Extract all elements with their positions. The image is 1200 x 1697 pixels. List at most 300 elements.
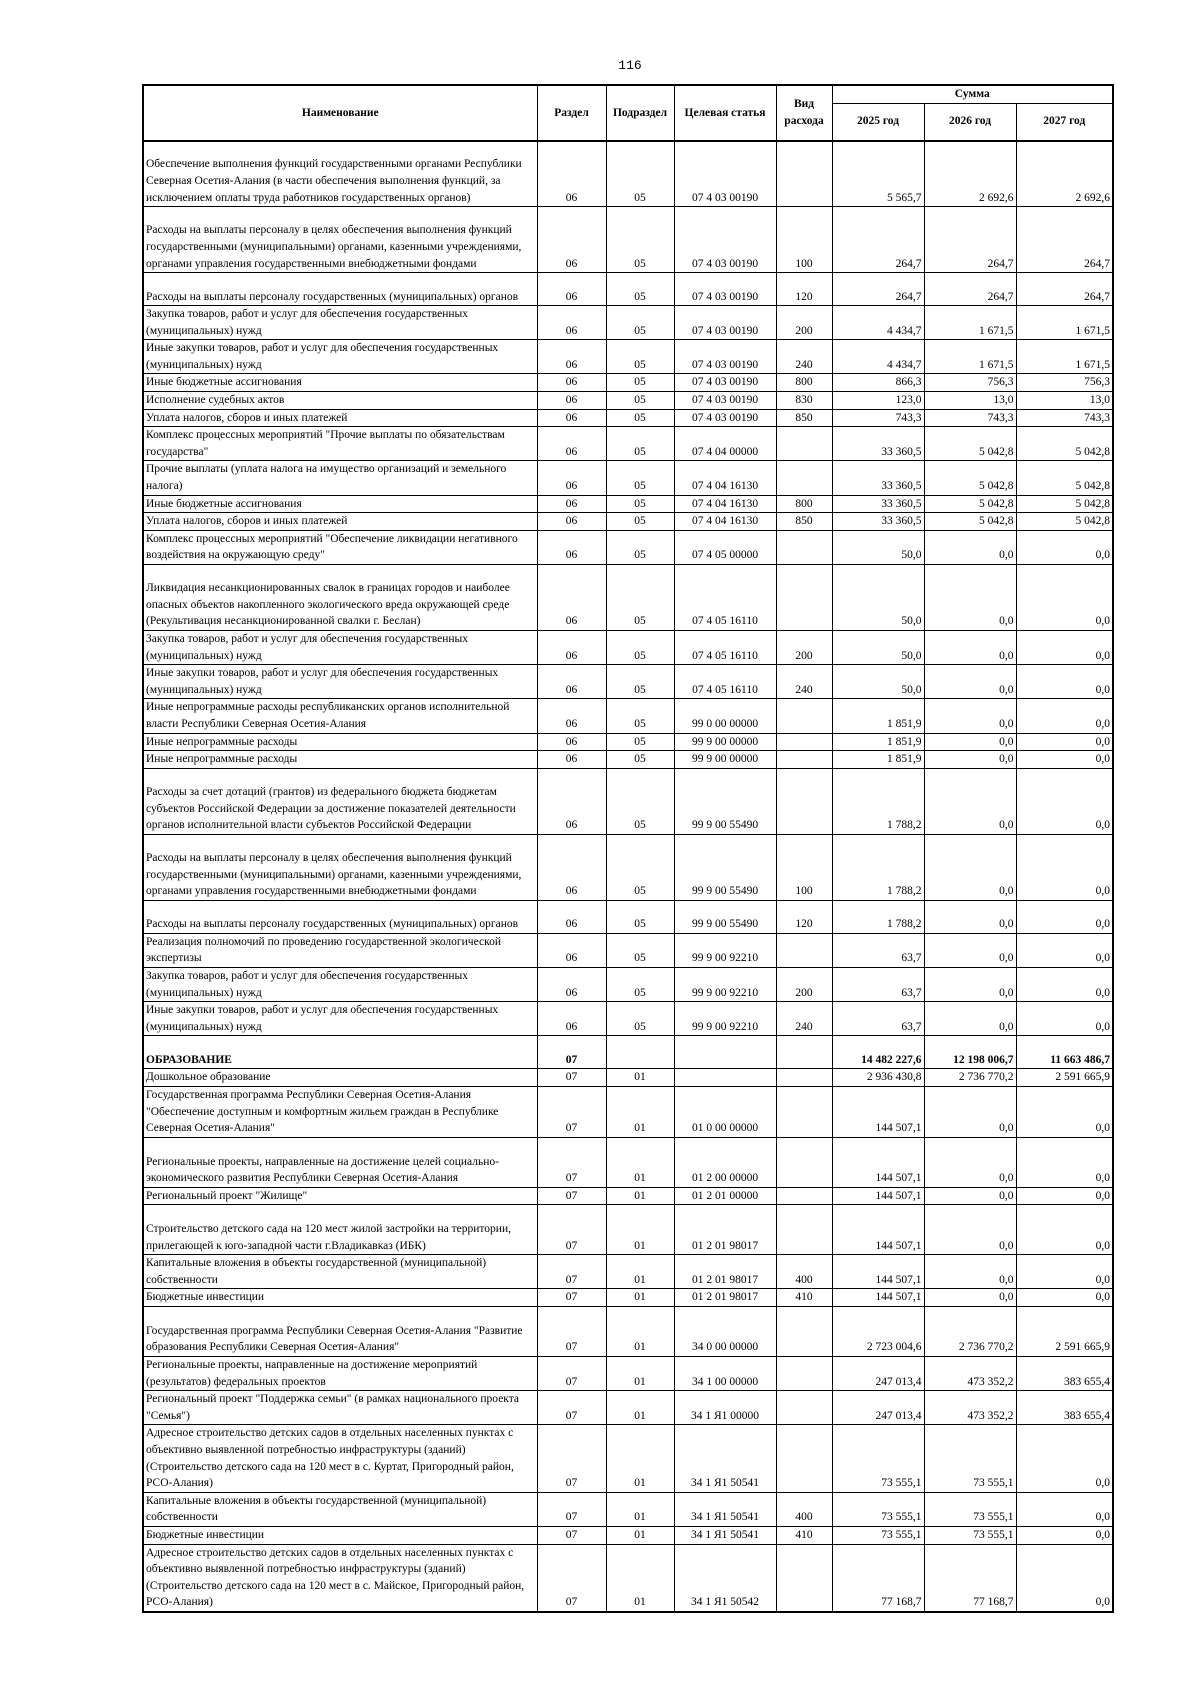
row-name: Капитальные вложения в объекты государственной (муниципальной) собственности — [143, 1492, 537, 1526]
row-target — [674, 1036, 776, 1069]
row-podrazdel: 05 — [606, 495, 674, 513]
col-header-name: Наименование — [143, 85, 537, 141]
row-name: Ликвидация несанкционированных свалок в границах городов и наиболее опасных объектов накопленного экологического вреда окружающей среде (Рекультивация несанкционированной свалки г. Беслан) — [143, 565, 537, 631]
table-row — [143, 1391, 1113, 1425]
row-2027: 0,0 — [1016, 565, 1113, 631]
row-2026: 13,0 — [924, 392, 1016, 410]
table-row — [143, 933, 1113, 967]
table-row — [143, 1187, 1113, 1205]
table-header — [143, 85, 1113, 141]
row-podrazdel: 05 — [606, 409, 674, 427]
row-2027: 264,7 — [1016, 273, 1113, 306]
table-row — [143, 665, 1113, 699]
row-target: 99 9 00 92210 — [674, 933, 776, 967]
row-vid — [776, 1036, 832, 1069]
row-name: Региональный проект "Поддержка семьи" (в рамках национального проекта "Семья") — [143, 1391, 537, 1425]
row-podrazdel: 05 — [606, 751, 674, 769]
row-target: 99 9 00 55490 — [674, 834, 776, 900]
row-2026: 264,7 — [924, 207, 1016, 273]
row-name: Бюджетные инвестиции — [143, 1289, 537, 1307]
table-row — [143, 513, 1113, 531]
row-vid: 200 — [776, 967, 832, 1001]
row-podrazdel: 05 — [606, 768, 674, 834]
row-2027: 0,0 — [1016, 1425, 1113, 1492]
row-podrazdel: 05 — [606, 427, 674, 461]
table-row — [143, 1307, 1113, 1357]
row-vid: 830 — [776, 392, 832, 410]
row-2026: 0,0 — [924, 1187, 1016, 1205]
row-target: 99 9 00 92210 — [674, 1002, 776, 1036]
row-2025: 50,0 — [832, 631, 924, 665]
row-target: 34 1 Я1 00000 — [674, 1391, 776, 1425]
row-2025: 4 434,7 — [832, 306, 924, 340]
table-row — [143, 207, 1113, 273]
row-target: 07 4 03 00190 — [674, 141, 776, 207]
row-vid: 100 — [776, 207, 832, 273]
row-vid: 400 — [776, 1255, 832, 1289]
row-2026: 0,0 — [924, 967, 1016, 1001]
row-name: Уплата налогов, сборов и иных платежей — [143, 513, 537, 531]
row-name: Расходы на выплаты персоналу государственных (муниципальных) органов — [143, 273, 537, 306]
row-target: 99 9 00 00000 — [674, 751, 776, 769]
row-2025: 73 555,1 — [832, 1492, 924, 1526]
row-2027: 2 692,6 — [1016, 141, 1113, 207]
row-target: 07 4 03 00190 — [674, 392, 776, 410]
row-2027: 0,0 — [1016, 733, 1113, 751]
row-2025: 144 507,1 — [832, 1187, 924, 1205]
row-vid — [776, 461, 832, 495]
row-razdel: 06 — [537, 751, 606, 769]
row-2025: 1 788,2 — [832, 834, 924, 900]
row-vid: 850 — [776, 409, 832, 427]
row-2027: 1 671,5 — [1016, 340, 1113, 374]
row-2027: 0,0 — [1016, 751, 1113, 769]
row-razdel: 06 — [537, 427, 606, 461]
row-razdel: 07 — [537, 1544, 606, 1612]
row-target: 07 4 03 00190 — [674, 306, 776, 340]
col-header-2025: 2025 год — [832, 103, 924, 141]
row-2026: 0,0 — [924, 834, 1016, 900]
row-2026: 5 042,8 — [924, 461, 1016, 495]
row-name: Расходы на выплаты персоналу в целях обеспечения выполнения функций государственными (муниципальными) органами, казенными учреждениями, органами управления государственными внебюджетными фондами — [143, 207, 537, 273]
row-2027: 0,0 — [1016, 1544, 1113, 1612]
col-header-vid: Вид расхода — [776, 85, 832, 141]
row-podrazdel: 05 — [606, 699, 674, 733]
table-row — [143, 1255, 1113, 1289]
row-2027: 0,0 — [1016, 1086, 1113, 1137]
table-row — [143, 141, 1113, 207]
row-podrazdel: 05 — [606, 733, 674, 751]
budget-table — [142, 84, 1114, 1613]
row-2025: 1 851,9 — [832, 751, 924, 769]
row-target: 07 4 04 16130 — [674, 495, 776, 513]
row-2027: 2 591 665,9 — [1016, 1307, 1113, 1357]
row-vid — [776, 141, 832, 207]
row-podrazdel: 05 — [606, 933, 674, 967]
row-podrazdel: 01 — [606, 1187, 674, 1205]
row-razdel: 07 — [537, 1527, 606, 1545]
table-row — [143, 495, 1113, 513]
row-vid: 850 — [776, 513, 832, 531]
row-podrazdel: 05 — [606, 461, 674, 495]
row-2027: 743,3 — [1016, 409, 1113, 427]
row-vid — [776, 1086, 832, 1137]
row-name: Расходы на выплаты персоналу государственных (муниципальных) органов — [143, 900, 537, 933]
row-2027: 0,0 — [1016, 1255, 1113, 1289]
row-podrazdel: 01 — [606, 1425, 674, 1492]
row-vid — [776, 1187, 832, 1205]
row-2026: 1 671,5 — [924, 306, 1016, 340]
row-name: Иные закупки товаров, работ и услуг для обеспечения государственных (муниципальных) нужд — [143, 340, 537, 374]
row-razdel: 07 — [537, 1391, 606, 1425]
row-target: 01 0 00 00000 — [674, 1086, 776, 1137]
row-2025: 144 507,1 — [832, 1205, 924, 1255]
row-2027: 264,7 — [1016, 207, 1113, 273]
row-name: Капитальные вложения в объекты государственной (муниципальной) собственности — [143, 1255, 537, 1289]
row-target: 07 4 04 16130 — [674, 461, 776, 495]
row-vid: 800 — [776, 374, 832, 392]
row-2027: 0,0 — [1016, 834, 1113, 900]
row-name: Государственная программа Республики Северная Осетия-Алания "Развитие образования Республики Северная Осетия-Алания" — [143, 1307, 537, 1357]
row-2026: 0,0 — [924, 933, 1016, 967]
row-target: 01 2 01 98017 — [674, 1255, 776, 1289]
row-name: Уплата налогов, сборов и иных платежей — [143, 409, 537, 427]
row-target: 07 4 05 00000 — [674, 530, 776, 564]
row-vid: 120 — [776, 900, 832, 933]
row-podrazdel: 05 — [606, 900, 674, 933]
row-2025: 4 434,7 — [832, 340, 924, 374]
row-razdel: 06 — [537, 565, 606, 631]
row-2026: 0,0 — [924, 1002, 1016, 1036]
row-podrazdel: 05 — [606, 273, 674, 306]
row-target: 07 4 03 00190 — [674, 374, 776, 392]
row-vid — [776, 768, 832, 834]
row-name: Иные бюджетные ассигнования — [143, 374, 537, 392]
row-2027: 0,0 — [1016, 1205, 1113, 1255]
row-2025: 73 555,1 — [832, 1527, 924, 1545]
row-2026: 0,0 — [924, 699, 1016, 733]
row-2026: 5 042,8 — [924, 513, 1016, 531]
row-vid: 100 — [776, 834, 832, 900]
row-razdel: 07 — [537, 1187, 606, 1205]
row-2026: 743,3 — [924, 409, 1016, 427]
row-razdel: 07 — [537, 1357, 606, 1391]
row-vid — [776, 1357, 832, 1391]
row-podrazdel: 05 — [606, 340, 674, 374]
row-2025: 123,0 — [832, 392, 924, 410]
row-2025: 247 013,4 — [832, 1357, 924, 1391]
row-razdel: 06 — [537, 513, 606, 531]
row-2027: 0,0 — [1016, 1527, 1113, 1545]
row-razdel: 07 — [537, 1036, 606, 1069]
row-target: 07 4 05 16110 — [674, 631, 776, 665]
row-2026: 73 555,1 — [924, 1527, 1016, 1545]
row-target: 07 4 03 00190 — [674, 207, 776, 273]
row-name: Расходы на выплаты персоналу в целях обеспечения выполнения функций государственными (муниципальными) органами, казенными учреждениями, органами управления государственными внебюджетными фондами — [143, 834, 537, 900]
row-razdel: 06 — [537, 340, 606, 374]
row-razdel: 06 — [537, 530, 606, 564]
row-2025: 33 360,5 — [832, 513, 924, 531]
row-2027: 13,0 — [1016, 392, 1113, 410]
row-podrazdel: 05 — [606, 374, 674, 392]
row-target: 99 9 00 55490 — [674, 768, 776, 834]
row-podrazdel: 01 — [606, 1086, 674, 1137]
row-podrazdel: 01 — [606, 1492, 674, 1526]
row-2025: 743,3 — [832, 409, 924, 427]
row-podrazdel — [606, 1036, 674, 1069]
table-row — [143, 768, 1113, 834]
row-vid — [776, 733, 832, 751]
row-target: 07 4 03 00190 — [674, 409, 776, 427]
row-2025: 33 360,5 — [832, 495, 924, 513]
row-target: 01 2 01 98017 — [674, 1205, 776, 1255]
row-2027: 5 042,8 — [1016, 427, 1113, 461]
col-header-target: Целевая статья — [674, 85, 776, 141]
row-podrazdel: 01 — [606, 1391, 674, 1425]
table-row — [143, 631, 1113, 665]
table-row — [143, 340, 1113, 374]
row-razdel: 06 — [537, 273, 606, 306]
row-2027: 0,0 — [1016, 967, 1113, 1001]
row-2027: 0,0 — [1016, 530, 1113, 564]
row-2027: 1 671,5 — [1016, 306, 1113, 340]
row-razdel: 07 — [537, 1425, 606, 1492]
row-name: Иные закупки товаров, работ и услуг для обеспечения государственных (муниципальных) нужд — [143, 665, 537, 699]
row-vid: 200 — [776, 631, 832, 665]
row-2025: 1 788,2 — [832, 900, 924, 933]
row-vid: 410 — [776, 1289, 832, 1307]
row-2027: 0,0 — [1016, 1187, 1113, 1205]
row-2026: 473 352,2 — [924, 1357, 1016, 1391]
row-2025: 1 851,9 — [832, 733, 924, 751]
row-name: Дошкольное образование — [143, 1069, 537, 1087]
row-podrazdel: 01 — [606, 1205, 674, 1255]
row-2025: 1 851,9 — [832, 699, 924, 733]
row-2026: 0,0 — [924, 733, 1016, 751]
row-name: Региональный проект "Жилище" — [143, 1187, 537, 1205]
row-razdel: 06 — [537, 461, 606, 495]
table-row — [143, 1492, 1113, 1526]
table-row — [143, 427, 1113, 461]
row-vid — [776, 1137, 832, 1187]
row-razdel: 06 — [537, 834, 606, 900]
row-podrazdel: 01 — [606, 1527, 674, 1545]
row-2027: 0,0 — [1016, 1289, 1113, 1307]
table-row — [143, 530, 1113, 564]
row-2025: 33 360,5 — [832, 427, 924, 461]
table-row — [143, 967, 1113, 1001]
row-razdel: 06 — [537, 733, 606, 751]
row-2027: 0,0 — [1016, 900, 1113, 933]
row-2025: 264,7 — [832, 273, 924, 306]
row-2026: 0,0 — [924, 530, 1016, 564]
row-podrazdel: 05 — [606, 565, 674, 631]
row-name: Иные закупки товаров, работ и услуг для обеспечения государственных (муниципальных) нужд — [143, 1002, 537, 1036]
row-2025: 50,0 — [832, 530, 924, 564]
row-name: Исполнение судебных актов — [143, 392, 537, 410]
row-2027: 5 042,8 — [1016, 495, 1113, 513]
row-target: 34 1 Я1 50541 — [674, 1425, 776, 1492]
row-2025: 144 507,1 — [832, 1289, 924, 1307]
row-name: Иные непрограммные расходы — [143, 751, 537, 769]
row-razdel: 06 — [537, 768, 606, 834]
row-2025: 63,7 — [832, 967, 924, 1001]
row-target: 01 2 00 00000 — [674, 1137, 776, 1187]
row-razdel: 06 — [537, 933, 606, 967]
row-podrazdel: 05 — [606, 306, 674, 340]
row-name: Расходы за счет дотаций (грантов) из федерального бюджета бюджетам субъектов Российской Федерации за достижение показателей деятельности органов исполнительной власти субъектов Российской Федерации — [143, 768, 537, 834]
row-vid: 240 — [776, 1002, 832, 1036]
row-podrazdel: 01 — [606, 1069, 674, 1087]
col-header-2026: 2026 год — [924, 103, 1016, 141]
row-2026: 5 042,8 — [924, 495, 1016, 513]
row-razdel: 06 — [537, 141, 606, 207]
row-2027: 756,3 — [1016, 374, 1113, 392]
row-2025: 144 507,1 — [832, 1137, 924, 1187]
row-razdel: 07 — [537, 1307, 606, 1357]
table-row — [143, 374, 1113, 392]
row-target: 01 2 01 98017 — [674, 1289, 776, 1307]
row-razdel: 06 — [537, 374, 606, 392]
row-2025: 77 168,7 — [832, 1544, 924, 1612]
row-name: ОБРАЗОВАНИЕ — [143, 1036, 537, 1069]
row-target: 99 9 00 00000 — [674, 733, 776, 751]
table-row — [143, 1357, 1113, 1391]
row-podrazdel: 05 — [606, 392, 674, 410]
row-razdel: 06 — [537, 1002, 606, 1036]
row-razdel: 06 — [537, 207, 606, 273]
row-2027: 0,0 — [1016, 768, 1113, 834]
row-2026: 473 352,2 — [924, 1391, 1016, 1425]
table-row — [143, 900, 1113, 933]
row-2025: 63,7 — [832, 1002, 924, 1036]
row-podrazdel: 05 — [606, 1002, 674, 1036]
row-2027: 0,0 — [1016, 1002, 1113, 1036]
table-row — [143, 1527, 1113, 1545]
row-razdel: 07 — [537, 1492, 606, 1526]
row-name: Комплекс процессных мероприятий "Обеспечение ликвидации негативного воздействия на окружающую среду" — [143, 530, 537, 564]
row-2025: 1 788,2 — [832, 768, 924, 834]
col-header-razdel: Раздел — [537, 85, 606, 141]
row-vid — [776, 933, 832, 967]
row-target: 07 4 05 16110 — [674, 565, 776, 631]
row-vid — [776, 565, 832, 631]
row-target: 07 4 03 00190 — [674, 340, 776, 374]
table-row — [143, 461, 1113, 495]
row-2027: 0,0 — [1016, 631, 1113, 665]
row-name: Обеспечение выполнения функций государственными органами Республики Северная Осетия-Алания (в части обеспечения выполнения функций, за исключением оплаты труда работников государственных органов) — [143, 141, 537, 207]
row-2026: 0,0 — [924, 1205, 1016, 1255]
row-vid: 120 — [776, 273, 832, 306]
row-name: Адресное строительство детских садов в отдельных населенных пунктах с объективно выявленной потребностью инфраструктуры (зданий)(Строительство детского сада на 120 мест в с. Куртат, Пригородный район, РСО-Алания) — [143, 1425, 537, 1492]
table-row — [143, 1289, 1113, 1307]
row-target: 34 1 Я1 50541 — [674, 1492, 776, 1526]
row-vid — [776, 1205, 832, 1255]
row-name: Региональные проекты, направленные на достижение целей социально-экономического развития Республики Северная Осетия-Алания — [143, 1137, 537, 1187]
row-vid: 200 — [776, 306, 832, 340]
table-row — [143, 1205, 1113, 1255]
row-razdel: 06 — [537, 409, 606, 427]
row-podrazdel: 05 — [606, 513, 674, 531]
row-podrazdel: 05 — [606, 665, 674, 699]
row-podrazdel: 05 — [606, 631, 674, 665]
row-name: Закупка товаров, работ и услуг для обеспечения государственных (муниципальных) нужд — [143, 306, 537, 340]
row-2026: 0,0 — [924, 1255, 1016, 1289]
row-razdel: 06 — [537, 495, 606, 513]
row-razdel: 06 — [537, 665, 606, 699]
row-vid: 240 — [776, 340, 832, 374]
col-header-podrazdel: Подраздел — [606, 85, 674, 141]
row-2025: 50,0 — [832, 565, 924, 631]
row-2025: 247 013,4 — [832, 1391, 924, 1425]
row-name: Иные непрограммные расходы республиканских органов исполнительной власти Республики Северная Осетия-Алания — [143, 699, 537, 733]
row-vid: 410 — [776, 1527, 832, 1545]
row-podrazdel: 05 — [606, 141, 674, 207]
table-row — [143, 834, 1113, 900]
row-target: 07 4 04 16130 — [674, 513, 776, 531]
row-2025: 73 555,1 — [832, 1425, 924, 1492]
row-2027: 0,0 — [1016, 1492, 1113, 1526]
row-2026: 0,0 — [924, 631, 1016, 665]
row-2026: 0,0 — [924, 751, 1016, 769]
row-2026: 264,7 — [924, 273, 1016, 306]
row-name: Государственная программа Республики Северная Осетия-Алания "Обеспечение доступным и комфортным жильем граждан в Республике Северная Осетия-Алания" — [143, 1086, 537, 1137]
row-target: 01 2 01 00000 — [674, 1187, 776, 1205]
row-podrazdel: 05 — [606, 207, 674, 273]
table-row — [143, 751, 1113, 769]
table-row — [143, 306, 1113, 340]
row-razdel: 07 — [537, 1205, 606, 1255]
row-razdel: 06 — [537, 631, 606, 665]
row-podrazdel: 05 — [606, 967, 674, 1001]
row-name: Иные непрограммные расходы — [143, 733, 537, 751]
row-target: 07 4 03 00190 — [674, 273, 776, 306]
row-target: 34 1 00 00000 — [674, 1357, 776, 1391]
table-row — [143, 1036, 1113, 1069]
row-podrazdel: 05 — [606, 530, 674, 564]
table-row — [143, 733, 1113, 751]
row-2026: 12 198 006,7 — [924, 1036, 1016, 1069]
row-name: Закупка товаров, работ и услуг для обеспечения государственных (муниципальных) нужд — [143, 967, 537, 1001]
table-row — [143, 565, 1113, 631]
row-vid — [776, 427, 832, 461]
row-2026: 2 692,6 — [924, 141, 1016, 207]
row-razdel: 06 — [537, 900, 606, 933]
row-2026: 0,0 — [924, 900, 1016, 933]
row-2025: 144 507,1 — [832, 1086, 924, 1137]
row-name: Региональные проекты, направленные на достижение мероприятий (результатов) федеральных проектов — [143, 1357, 537, 1391]
row-name: Реализация полномочий по проведению государственной экологической экспертизы — [143, 933, 537, 967]
row-2026: 0,0 — [924, 1289, 1016, 1307]
row-name: Строительство детского сада на 120 мест жилой застройки на территории, прилегающей к юго-западной части г.Владикавказ (ИБК) — [143, 1205, 537, 1255]
table-row — [143, 1137, 1113, 1187]
row-name: Закупка товаров, работ и услуг для обеспечения государственных (муниципальных) нужд — [143, 631, 537, 665]
row-2026: 2 736 770,2 — [924, 1069, 1016, 1087]
row-2026: 0,0 — [924, 1137, 1016, 1187]
row-2027: 0,0 — [1016, 665, 1113, 699]
row-2026: 1 671,5 — [924, 340, 1016, 374]
row-target: 99 9 00 92210 — [674, 967, 776, 1001]
row-podrazdel: 05 — [606, 834, 674, 900]
row-vid: 240 — [776, 665, 832, 699]
row-razdel: 06 — [537, 967, 606, 1001]
row-podrazdel: 01 — [606, 1289, 674, 1307]
row-2025: 14 482 227,6 — [832, 1036, 924, 1069]
row-2026: 756,3 — [924, 374, 1016, 392]
row-vid — [776, 1544, 832, 1612]
row-target: 07 4 05 16110 — [674, 665, 776, 699]
row-podrazdel: 01 — [606, 1357, 674, 1391]
